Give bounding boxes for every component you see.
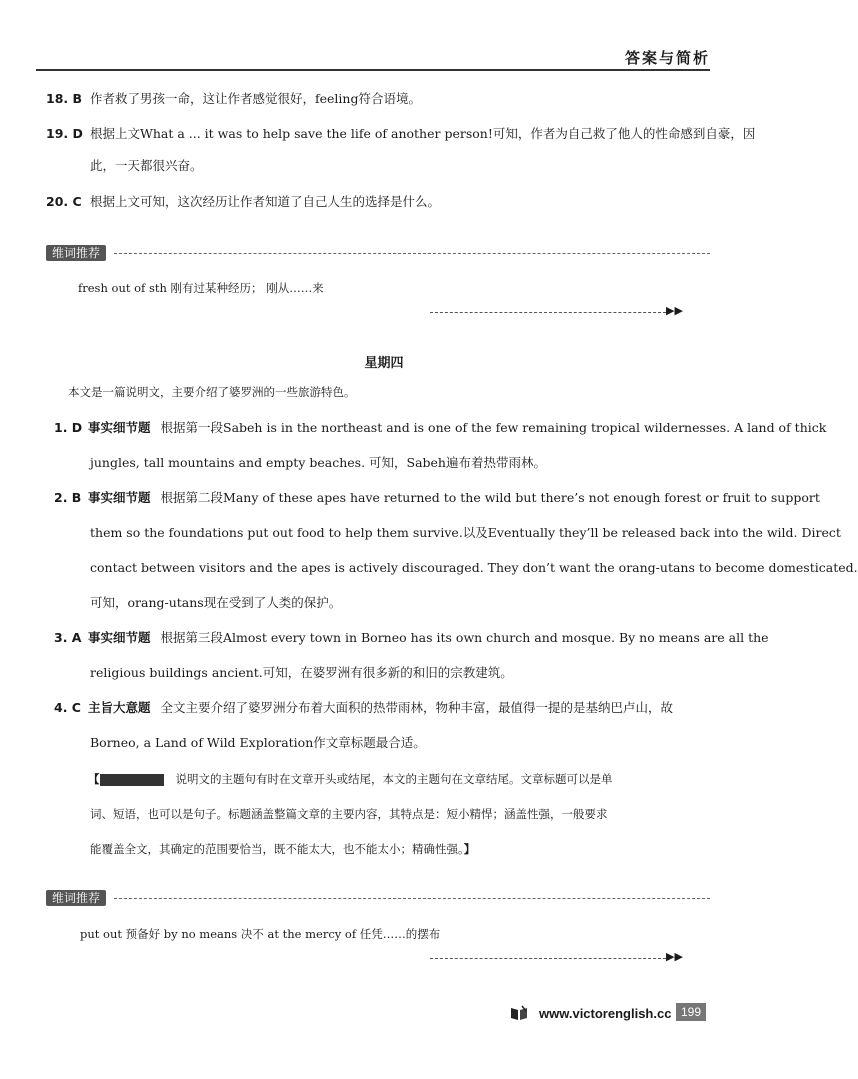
- vocab-section-bar: [46, 245, 710, 261]
- study-note: [88, 770, 613, 788]
- page-number: 199: [676, 1003, 706, 1021]
- answer-18: [46, 90, 421, 108]
- question-number: 4. C: [54, 700, 81, 715]
- section-title: 星期四: [364, 356, 404, 371]
- question-line: religious buildings ancient.可知，在婆罗洲有很多新的和旧的宗教建筑。: [90, 665, 513, 680]
- question-number: 2. B: [54, 490, 82, 505]
- question-type: 事实细节题: [88, 420, 151, 435]
- answer-number: 20. C: [46, 194, 82, 209]
- question-line: 可知，orang-utans现在受到了人类的保护。: [90, 595, 342, 610]
- answer-19-continued: 此，一天都很兴奋。: [90, 158, 203, 173]
- question-2: [54, 489, 820, 507]
- question-type: 事实细节题: [88, 490, 151, 505]
- question-3: [54, 629, 769, 647]
- vocab-rule: [114, 253, 710, 254]
- header-rule: [36, 69, 710, 71]
- answer-number: 19. D: [46, 126, 83, 141]
- vocab-entry: put out 预备好 by no means 决不 at the mercy of 任凭……的摆布: [80, 927, 441, 941]
- note-label-block: [100, 774, 164, 786]
- bracket-open: 【: [88, 772, 100, 786]
- question-line: contact between visitors and the apes is actively discouraged. They don’t want the orang-utans to become domesticated.: [90, 560, 858, 575]
- vocab-rule: [114, 898, 710, 899]
- double-arrow-icon: ▶▶: [666, 304, 683, 317]
- question-line: 根据第二段Many of these apes have returned to the wild but there’s not enough forest or fruit to support: [160, 490, 820, 505]
- vocab-entry: fresh out of sth 刚有过某种经历； 刚从……来: [78, 281, 324, 295]
- question-line: 根据第三段Almost every town in Borneo has its own church and mosque. By no means are all the: [160, 630, 769, 645]
- answer-text: 根据上文可知，这次经历让作者知道了自己人生的选择是什么。: [90, 194, 441, 209]
- page-header-title: 答案与简析: [624, 49, 710, 67]
- vocab-section-bar: [46, 890, 710, 906]
- book-logo-icon: [509, 1005, 529, 1021]
- answer-20: [46, 193, 440, 211]
- question-4: [54, 699, 673, 717]
- section-intro: 本文是一篇说明文，主要介绍了婆罗洲的一些旅游特色。: [68, 385, 356, 399]
- question-line: Borneo, a Land of Wild Exploration作文章标题最合适。: [90, 735, 426, 750]
- question-line: them so the foundations put out food to help them survive.以及Eventually they’ll be released back into the wild. Direct: [90, 525, 841, 540]
- answer-19: [46, 125, 755, 143]
- note-line: 词、短语，也可以是句子。标题涵盖整篇文章的主要内容，其特点是：短小精悍；涵盖性强，一般要求: [90, 807, 608, 821]
- answer-text: 作者救了男孩一命，这让作者感觉很好，feeling符合语境。: [90, 91, 421, 106]
- note-line: 能覆盖全文，其确定的范围要恰当，既不能太大，也不能太小；精确性强。: [90, 842, 464, 856]
- vocab-label: 维词推荐: [46, 890, 106, 906]
- divider-dashed: [430, 312, 666, 313]
- question-type: 主旨大意题: [88, 700, 151, 715]
- note-line: 说明文的主题句有时在文章开头或结尾，本文的主题句在文章结尾。文章标题可以是单: [175, 772, 613, 786]
- question-number: 1. D: [54, 420, 83, 435]
- answer-text: 根据上文What a ... it was to help save the life of another person!可知，作者为自己救了他人的性命感到自豪，因: [90, 126, 756, 141]
- question-line: 根据第一段Sabeh is in the northeast and is one of the few remaining tropical wildernesses. A land of thick: [160, 420, 827, 435]
- vocab-label: 维词推荐: [46, 245, 106, 261]
- bracket-close: 】: [463, 842, 476, 856]
- question-type: 事实细节题: [88, 630, 151, 645]
- question-1: [54, 419, 826, 437]
- question-line: jungles, tall mountains and empty beaches. 可知，Sabeh遍布着热带雨林。: [90, 455, 546, 470]
- footer-url: www.victorenglish.cc: [539, 1006, 672, 1021]
- answer-number: 18. B: [46, 91, 83, 106]
- note-line-last: [90, 840, 475, 858]
- divider-dashed: [430, 958, 666, 959]
- question-line: 全文主要介绍了婆罗洲分布着大面积的热带雨林，物种丰富，最值得一提的是基纳巴卢山，故: [160, 700, 674, 715]
- question-number: 3. A: [54, 630, 82, 645]
- double-arrow-icon: ▶▶: [666, 950, 683, 963]
